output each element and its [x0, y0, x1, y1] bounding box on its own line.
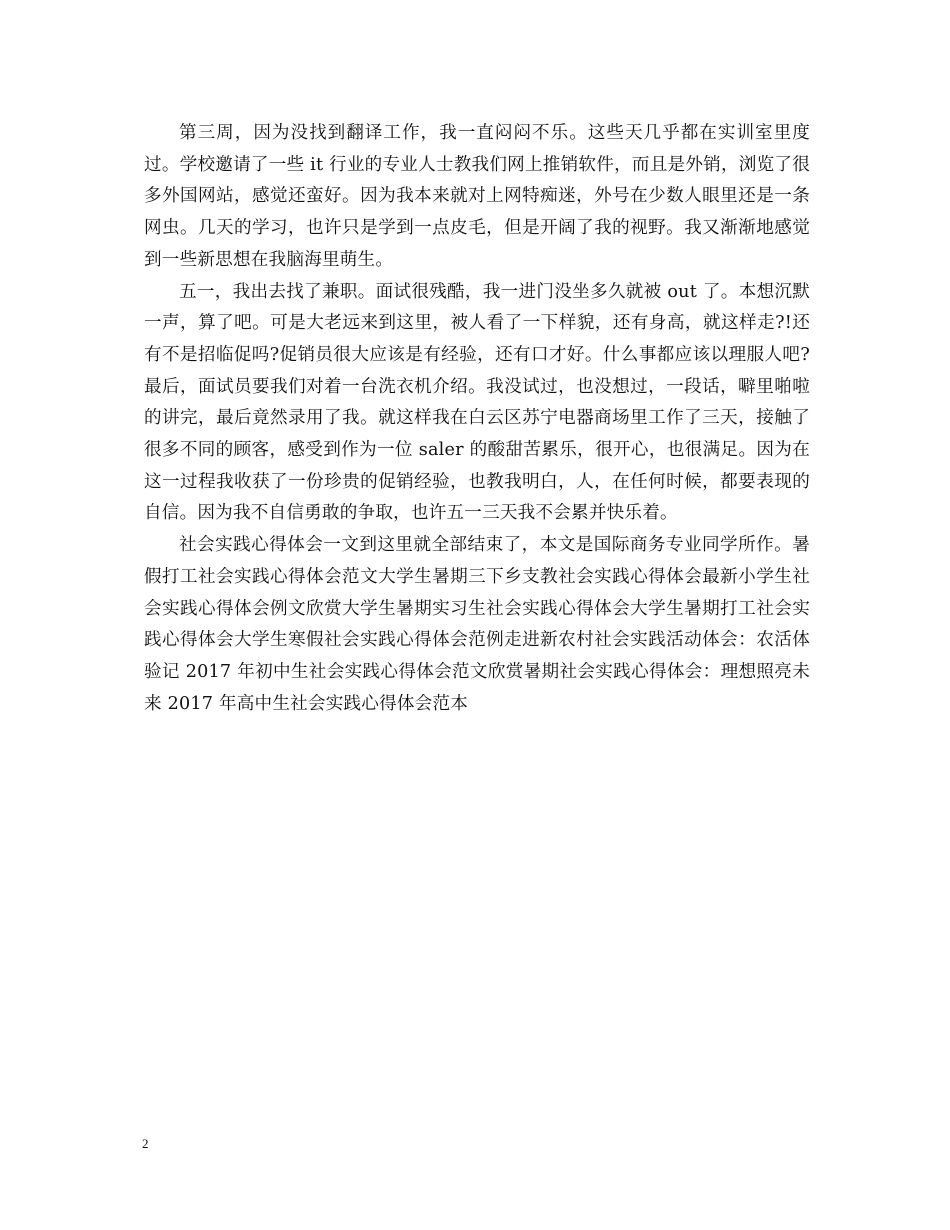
paragraph-closing-related: 社会实践心得体会一文到这里就全部结束了，本文是国际商务专业同学所作。暑假打工社会实践心得体会范文大学生暑期三下乡支教社会实践心得体会最新小学生社会实践心得体会例文欣赏大学生暑期实习生社会实践心得体会大学生暑期打工社会实践心得体会大学生寒假社会实践心得体会范例走进新农村社会实践活动体会：农活体验记 2017 年初中生社会实践心得体会范文欣赏暑期社会实践心得体会：理想照亮未来 2017 年高中生社会实践心得体会范本 [144, 535, 810, 714]
paragraph-may-day-job: 五一，我出去找了兼职。面试很残酷，我一进门没坐多久就被 out 了。本想沉默一声，算了吧。可是大老远来到这里，被人看了一下样貌，还有身高，就这样走?!还有不是招临促吗?促销员很大应该是有经验，还有口才好。什么事都应该以理服人吧?最后，面试员要我们对着一台洗衣机介绍。我没试过，也没想过，一段话，噼里啪啦的讲完，最后竟然录用了我。就这样我在白云区苏宁电器商场里工作了三天，接触了很多不同的顾客，感受到作为一位 saler 的酸甜苦累乐，很开心，也很满足。因为在这一过程我收获了一份珍贵的促销经验，也教我明白，人，在任何时候，都要表现的自信。因为我不自信勇敢的争取，也许五一三天我不会累并快乐着。 [144, 281, 810, 524]
document-body [144, 118, 810, 720]
page-number: 2 [142, 1136, 149, 1151]
paragraph-week-three: 第三周，因为没找到翻译工作，我一直闷闷不乐。这些天几乎都在实训室里度过。学校邀请了一些 it 行业的专业人士教我们网上推销软件，而且是外销，浏览了很多外国网站，感觉还蛮好。因为我本来就对上网特痴迷，外号在少数人眼里还是一条网虫。几天的学习，也许只是学到一点皮毛，但是开阔了我的视野。我又渐渐地感觉到一些新思想在我脑海里萌生。 [144, 123, 810, 270]
